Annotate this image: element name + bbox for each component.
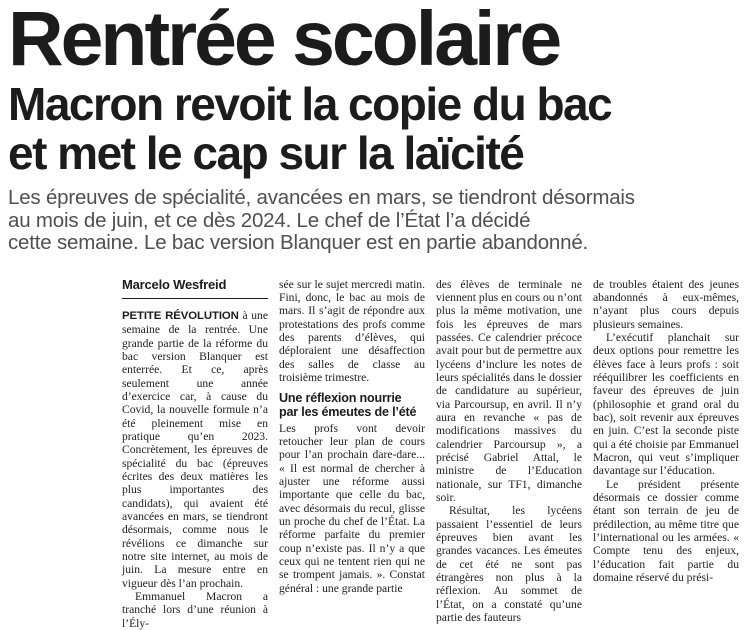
paragraph xyxy=(122,309,268,590)
headline: Rentrée scolaire xyxy=(8,2,740,76)
section-subhead-line-1: Une réflexion nourrie xyxy=(279,391,425,405)
byline-rule xyxy=(122,298,268,299)
byline: Marcelo Wesfreid xyxy=(122,278,268,291)
subheadline-line-1: Macron revoit la copie du bac xyxy=(8,80,740,129)
section-subhead xyxy=(279,391,425,419)
column-3 xyxy=(436,278,582,630)
subheadline xyxy=(8,80,740,178)
standfirst-line-1: Les épreuves de spécialité, avancées en mars, se tiendront désormais xyxy=(8,187,740,210)
standfirst-line-3: cette semaine. Le bac version Blanquer est en partie abandonné. xyxy=(8,232,740,255)
paragraph: Le président présente désormais ce dossier comme étant son terrain de jeu de prédilection, au même titre que l’international ou les armées. « Compte tenu des enjeux, l’éducation fait partie du domaine réservé du prési- xyxy=(593,478,739,585)
paragraph: Résultat, les lycéens passaient l’essentiel de leurs épreuves bien avant les grandes vacances. Les émeutes de cet été ne sont pas étrangères non plus à la réflexion. Au sommet de l’État, on a constaté qu’une partie des fauteurs xyxy=(436,504,582,624)
paragraph: Les profs vont devoir retoucher leur plan de cours pour l’an prochain dare-dare... « Il est normal de chercher à ajuster une réforme aussi importante que celle du bac, avec désormais du recul, glisse un proche du chef de l’État. La réforme parfaite du premier coup n’existe pas. Il n’y a que ceux qui ne tentent rien qui ne se trompent jamais. ». Constat général : une grande partie xyxy=(279,422,425,595)
paragraph: des élèves de terminale ne viennent plus en cours ou n’ont plus la même motivation, une fois les épreuves de mars passées. Ce calendrier précoce avait pour but de permettre aux lycéens d’inclure les notes de leurs spécialités dans le dossier de candidature au supérieur, via Parcoursup, en avril. Il n’y aura en revanche « pas de modifications massives du calendrier Parcoursup », a précisé Gabriel Attal, le ministre de l’Education nationale, sur TF1, dimanche soir. xyxy=(436,278,582,505)
article-header xyxy=(0,0,746,255)
column-1 xyxy=(122,278,268,630)
column-4 xyxy=(593,278,739,630)
paragraph-text: à une semaine de la rentrée. Une grande partie de la réforme du bac version Blanquer est enterrée. Et ce, après seulement une année d’exercice car, à cause du Covid, la nouvelle formule n’a été pleinement mise en pratique qu’en 2023. Concrètement, les épreuves de spécialité du bac (épreuves écrites des deux matières les plus importantes des candidats), qui avaient été avancées en mars, se tiendront désormais, comme nous le révélions ce dimanche sur notre site internet, au mois de juin. La mesure entre en vigueur dès l’an prochain. xyxy=(122,309,268,590)
standfirst xyxy=(8,187,740,255)
paragraph: Emmanuel Macron a tranché lors d’une réunion à l’Ély- xyxy=(122,590,268,630)
section-subhead-line-2: par les émeutes de l’été xyxy=(279,405,425,419)
paragraph: L’exécutif planchait sur deux options pour remettre les élèves face à leurs profs : soit rééquilibrer les coefficients en faveur des épreuves de juin (philosophie et grand oral du bac), soit revenir aux épreuves en juin. C’est la seconde piste qui a été choisie par Emmanuel Macron, qui veut s’impliquer davantage sur l’éducation. xyxy=(593,331,739,478)
column-2 xyxy=(279,278,425,630)
standfirst-line-2: au mois de juin, et ce dès 2024. Le chef de l’État l’a décidé xyxy=(8,210,740,233)
paragraph-lead-in: PETITE RÉVOLUTION xyxy=(122,310,239,322)
paragraph: de troubles étaient des jeunes abandonnés à eux-mêmes, n’ayant plus cours depuis plusieurs semaines. xyxy=(593,278,739,331)
article-body xyxy=(122,278,740,630)
subheadline-line-2: et met le cap sur la laïcité xyxy=(8,129,740,178)
paragraph: sée sur le sujet mercredi matin. Fini, donc, le bac au mois de mars. Il s’agit de répondre aux protestations des profs comme des parents d’élèves, qui déploraient une désaffection des salles de classe au troisième trimestre. xyxy=(279,278,425,385)
